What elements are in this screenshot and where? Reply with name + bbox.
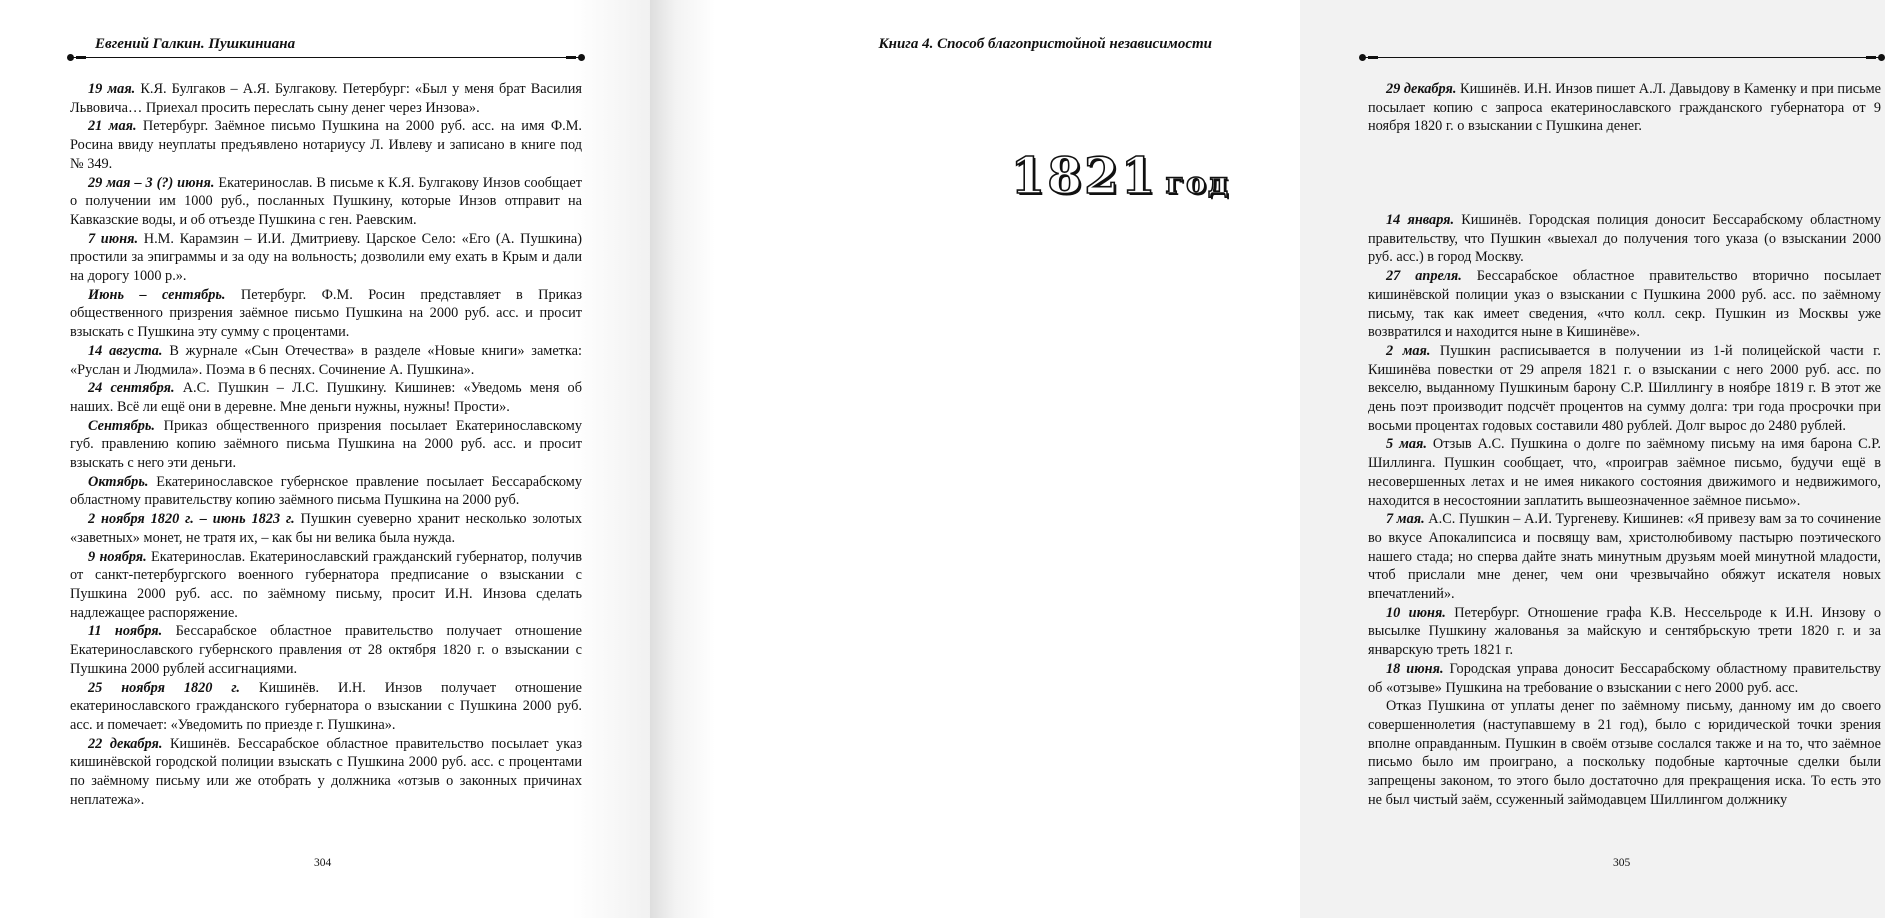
entry-text: Екатеринослав. Екатеринославский гражданский губернатор, получив от санкт-петербургского военного губернатора предписание о взыскании с Пушкина 2000 руб. асс. по заёмному письму, просит И.Н. Инзова сделать надлежащее распоряжение. [70,548,582,621]
entry-paragraph [70,379,582,416]
entry-text: А.С. Пушкин – Л.С. Пушкину. Кишинев: «Уведомь меня об наших. Всё ли ещё они в деревне. Мне деньги нужны, нужны! Прости». [70,380,582,415]
entry-date: 25 ноября 1820 г. [88,679,241,696]
entry-date: 29 мая – 3 (?) июня. [88,174,215,191]
left-page [0,0,650,918]
entry-paragraph [1368,342,1881,436]
entry-date: 29 декабря. [1386,81,1457,97]
entry-date: 14 августа. [88,342,163,359]
entry-text: Петербург. Заёмное письмо Пушкина на 2000 руб. асс. на имя Ф.М. Росина ввиду неуплаты предъявлено нотариусу Л. Ивлеву и записано в книге под № 349. [70,118,582,172]
entry-text: Бессарабское областное правительство вторично посылает кишинёвской полиции указ о взыскании с Пушкина 2000 руб. асс. по заёмному письму, так как имеет сведения, «что колл. секр. Пушкин из Москвы уже возвратился и находится ныне в Кишинёве». [1368,268,1882,341]
entry-paragraph [70,80,582,117]
entry-text: А.С. Пушкин – А.И. Тургеневу. Кишинев: «Я привезу вам за то сочинение во вкусе Апокалипсиса и посвящу вам, христолюбивому пастырю поэтического нашего стада; но сперва дайте знать минутным друзьям моей минутной младости, чтоб прислали мне денег, чем они чрезвычайно обяжут искателя новых впечатлений». [1368,511,1881,603]
entry-date: 7 мая. [1386,511,1425,528]
entry-date: 14 января. [1386,212,1455,228]
entry-paragraph [1368,80,1881,136]
entry-paragraph [70,230,582,286]
entry-paragraph [1368,267,1881,342]
right-body-text [1368,211,1881,810]
entry-paragraph [1368,604,1881,660]
entry-text: Н.М. Карамзин – И.И. Дмитриеву. Царское Село: «Его (А. Пушкина) простили за эпиграммы и за оду на вольность; дозволили ему ехать в Крым и дали на дорогу 1000 р.». [70,230,582,285]
entry-date: 9 ноября. [88,548,147,565]
entry-paragraph [70,622,582,678]
entry-text: Приказ общественного призрения посылает Екатеринославскому губ. правлению копию заёмного письма Пушкина на 2000 руб. асс. и просит взыскать с него эти деньги. [70,417,582,472]
entry-text: Петербург. Отношение графа К.В. Нессельроде к И.Н. Инзову о высылке Пушкину жалованья за майскую и сентябрьскую трети 1820 г. и за январскую треть 1821 г. [1368,604,1881,659]
entry-paragraph [70,174,582,230]
year-heading [1010,146,1230,205]
right-running-head: Книга 4. Способ благопристойной независимости [878,36,1212,52]
entry-paragraph [70,417,582,473]
right-intro-text [1368,80,1881,136]
entry-paragraph [1368,510,1881,604]
entry-paragraph [70,342,582,379]
right-header-rule [1362,57,1882,58]
entry-text: Екатеринослав. В письме к К.Я. Булгакову Инзов сообщает о получении им 1000 руб., посланных Пушкину, которые Инзов отправит на Кавказские воды, и об отъезде Пушкина с ген. Раевским. [70,174,582,228]
left-body-text [70,80,582,809]
entry-paragraph [1368,435,1881,510]
entry-date: 7 июня. [88,230,139,247]
entry-date: 19 мая. [88,81,136,97]
year-heading-number: 1821 [1010,146,1158,205]
right-page [650,0,1882,918]
entry-paragraph [70,510,582,547]
entry-date: Сентябрь. [88,417,155,434]
left-page-number: 304 [314,857,332,869]
left-running-head: Евгений Галкин. Пушкиниана [95,36,296,52]
entry-text: Кишинёв. И.Н. Инзов получает отношение екатеринославского гражданского губернатора о взыскании с Пушкина 2000 руб. асс. и помечает: «Уведомить по приезде г. Пушкина». [70,679,583,733]
entry-paragraph [1368,660,1881,697]
entry-text: К.Я. Булгаков – А.Я. Булгакову. Петербург: «Был у меня брат Василия Львовича… Приехал просить переслать сыну денег через Инзова». [70,81,582,116]
entry-date: 24 сентября. [88,380,175,397]
entry-paragraph [70,735,582,810]
entry-date: 10 июня. [1386,604,1446,621]
entry-date: 22 декабря. [88,735,163,752]
entry-date: 27 апреля. [1386,268,1462,285]
entry-date: Июнь – сентябрь. [88,286,226,303]
entry-paragraph [70,548,582,623]
left-header-rule [70,57,582,58]
entry-date: 2 мая. [1386,342,1431,359]
entry-text: Кишинёв. Бессарабское областное правительство посылает указ кишинёвской городской полиции взыскать с Пушкина 2000 руб. асс. с процентами по заёмному письму или же отобрать у должника «отзыв о законных причинах неплатежа». [70,735,582,808]
entry-paragraph [70,117,582,173]
entry-text: Пушкин суеверно хранит несколько золотых «заветных» монет, не тратя их, – как бы ни велика была нужда. [70,511,582,546]
entry-text: Пушкин расписывается в получении из 1-й полицейской части г. Кишинёва повестки от 29 апреля 1821 г. о взыскании с него 2000 руб. асс. по векселю, выданному Пушкиным барону С.Р. Шиллингу в ноябре 1819 г. В этот же день поэт производит подсчёт процентов на сумму долга: три года просрочки при восьми процентах годовых составили 480 рублей. Долг вырос до 2480 рублей. [1368,342,1881,434]
entry-text: В журнале «Сын Отечества» в разделе «Новые книги» заметка: «Руслан и Людмила». Поэма в 6 песнях. Сочинение А. Пушкина». [70,342,582,378]
entry-text: Отзыв А.С. Пушкина о долге по заёмному письму на имя барона С.Р. Шиллинга. Пушкин сообщает, что, «проиграв заёмное письмо, будучи ещё в несовершенных летах и не имея никакого состояния движимого и недвижимого, находится в несостоянии заплатить вышеозначенное заёмное письмо». [1368,436,1881,509]
entry-paragraph [1368,697,1881,809]
entry-date: Октябрь. [88,473,149,490]
year-heading-word: год [1165,166,1230,201]
entry-text: Отказ Пушкина от уплаты денег по заёмному письму, данному им до своего совершеннолетия (наступавшему в 21 год), было с юридической точки зрения вполне оправданным. Пушкин в своём отзыве сослался также и на то, что заёмное письмо было им проиграно, а поскольку подобные карточные сделки были запрещены законом, то этого было достаточно для прекращения иска. То есть это не был чистый заём, ссуженный займодавцем Шиллингом должнику [1368,698,1881,808]
entry-paragraph [70,679,582,735]
entry-text: Кишинёв. Городская полиция доносит Бессарабскому областному правительству, что Пушкин «выехал до получения того указа (о взыскании 2000 руб. асс.) в город Москву. [1368,212,1881,266]
entry-date: 18 июня. [1386,660,1444,677]
entry-text: Городская управа доносит Бессарабскому областному правительству об «отзыве» Пушкина на требование о взыскании с него 2000 руб. асс. [1368,660,1881,696]
entry-text: Бессарабское областное правительство получает отношение Екатеринославского губернского правления от 28 октября 1820 г. о взыскании с Пушкина 2000 рублей ассигнациями. [70,623,582,677]
right-page-number: 305 [1613,857,1631,869]
entry-paragraph [70,473,582,510]
entry-date: 21 мая. [88,118,137,135]
entry-date: 11 ноября. [88,623,163,640]
entry-text: Кишинёв. И.Н. Инзов пишет А.Л. Давыдову в Каменку и при письме посылает копию с запроса екатеринославского гражданского губернатора от 9 ноября 1820 г. о взыскании с Пушкина денег. [1368,81,1881,135]
entry-text: Петербург. Ф.М. Росин представляет в Приказ общественного призрения заёмное письмо Пушкина на 2000 руб. асс. и просит взыскать с Пушкина эту сумму с процентами. [70,286,582,341]
entry-paragraph [70,286,582,342]
entry-date: 5 мая. [1386,436,1427,453]
entry-date: 2 ноября 1820 г. – июнь 1823 г. [88,511,295,528]
entry-paragraph [1368,211,1881,267]
entry-text: Екатеринославское губернское правление посылает Бессарабскому областному правительству копию заёмного письма Пушкина на 2000 руб. [70,473,582,509]
